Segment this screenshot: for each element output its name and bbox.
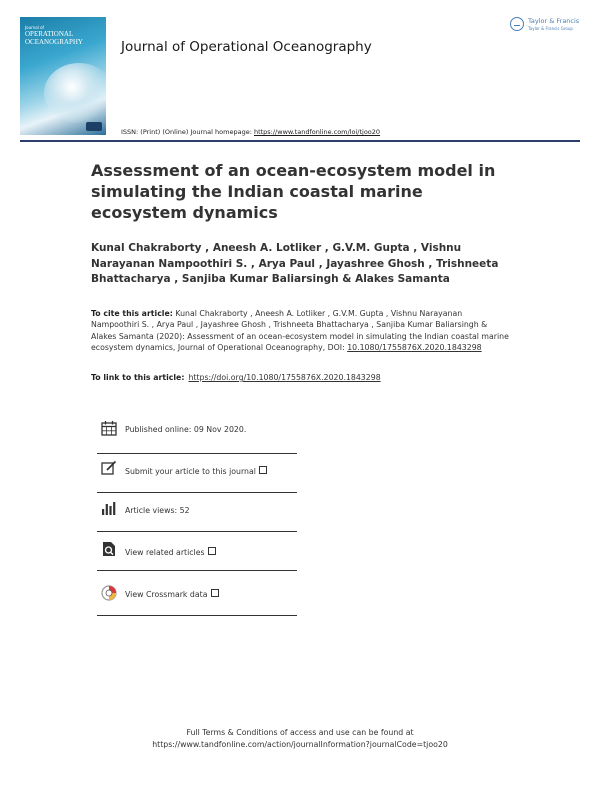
issn-text: ISSN: (Print) (Online) Journal homepage: <box>121 128 254 136</box>
crossmark-icon <box>101 585 117 601</box>
link-label: To link to this article: <box>91 373 185 382</box>
footer-terms <box>0 727 600 750</box>
article-doi-link[interactable]: https://doi.org/10.1080/1755876X.2020.1843298 <box>188 373 381 382</box>
external-link-icon <box>211 589 219 597</box>
crossmark-row[interactable] <box>97 577 297 616</box>
journal-cover-image <box>20 17 106 135</box>
journal-name: Journal of Operational Oceanography <box>121 39 372 55</box>
citation-block <box>91 308 511 353</box>
bar-chart-icon <box>101 500 117 516</box>
cover-swirl-graphic <box>44 63 106 123</box>
external-link-icon <box>259 466 267 474</box>
cite-doi-link[interactable]: 10.1080/1755876X.2020.1843298 <box>347 342 482 352</box>
crossmark-link[interactable] <box>125 589 219 599</box>
related-row[interactable] <box>97 532 297 571</box>
article-title: Assessment of an ocean-ecosystem model in simulating the Indian coastal marine ecosystem dynamics <box>91 161 496 222</box>
cover-publisher-logo <box>86 122 102 131</box>
article-authors: Kunal Chakraborty , Aneesh A. Lotliker , G.V.M. Gupta , Vishnu Narayanan Nampoothiri S. , Arya Paul , Jayashree Ghosh , Trishneeta Bhattacharya , Sanjiba Kumar Baliarsingh & Alakes Samanta <box>91 242 499 285</box>
issn-line <box>121 128 380 136</box>
article-link-line <box>91 373 381 382</box>
cover-title: OPERATIONAL OCEANOGRAPHY <box>25 30 83 46</box>
footer-line-1: Full Terms & Conditions of access and use can be found at <box>186 728 414 737</box>
header-divider <box>20 140 580 142</box>
related-articles-icon <box>101 541 117 557</box>
related-articles-label: View related articles <box>125 548 205 557</box>
crossmark-label: View Crossmark data <box>125 590 208 599</box>
external-link-icon <box>208 547 216 555</box>
related-articles-link[interactable] <box>125 547 216 557</box>
publisher-logo-icon <box>510 17 524 31</box>
published-date: Published online: 09 Nov 2020. <box>125 425 247 434</box>
journal-homepage-link[interactable]: https://www.tandfonline.com/loi/tjoo20 <box>253 128 381 136</box>
published-row <box>97 415 297 454</box>
calendar-icon <box>101 420 117 436</box>
cite-label: To cite this article: <box>91 309 173 318</box>
article-views: Article views: 52 <box>125 506 190 515</box>
submit-row[interactable] <box>97 454 297 493</box>
cite-text: Kunal Chakraborty , Aneesh A. Lotliker , G.V.M. Gupta , Vishnu Narayanan Nampoothiri S. , Arya Paul , Jayashree Ghosh , Trishneeta Bhattacharya , Sanjiba Kumar Baliarsingh & Alakes Samanta (2020): Assessment of an ocean-ecosystem model in simulating the Indian coastal marine ecosystem dynamics, Journal of Operational Oceanography, DOI: <box>91 309 509 352</box>
publisher-logo-text: Taylor & Francis <box>528 17 580 25</box>
views-row <box>97 493 297 532</box>
publisher-logo[interactable] <box>510 16 582 36</box>
submit-article-link[interactable] <box>125 466 267 476</box>
footer-terms-link[interactable]: https://www.tandfonline.com/action/journalInformation?journalCode=tjoo20 <box>152 739 448 749</box>
submit-article-label: Submit your article to this journal <box>125 467 256 476</box>
cover-small-label: Journal of <box>25 25 44 30</box>
edit-icon <box>101 460 117 476</box>
publisher-logo-sub: Taylor & Francis Group <box>528 26 573 31</box>
